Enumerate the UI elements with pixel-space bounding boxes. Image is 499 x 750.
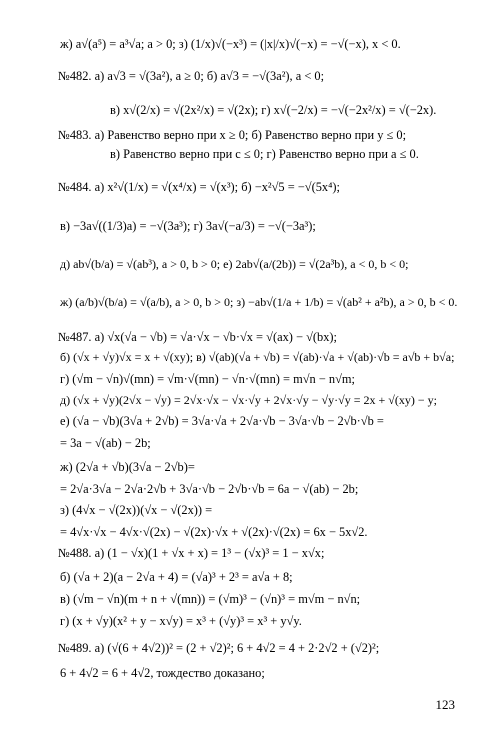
line-487bv: б) (√x + √y)√x = x + √(xy); в) √(ab)(√a + √b) = √(ab)·√a + √(ab)·√b = a√b + b√a;	[60, 350, 455, 364]
line-483ab: №483. а) Равенство верно при x ≥ 0; б) Равенство верно при y ≤ 0;	[58, 128, 407, 142]
line-487z: з) (4√x − √(2x))(√x − √(2x)) =	[60, 503, 213, 517]
line-482ab: №482. а) a√3 = √(3a²), a ≥ 0; б) a√3 = −√(3a²), a < 0;	[58, 69, 325, 83]
line-488a: №488. а) (1 − √x)(1 + √x + x) = 1³ − (√x)³ = 1 − x√x;	[58, 546, 325, 560]
line-487zh-cont: = 2√a·3√a − 2√a·2√b + 3√a·√b − 2√b·√b = 6a − √(ab) − 2b;	[60, 482, 359, 496]
line-487z-cont: = 4√x·√x − 4√x·√(2x) − √(2x)·√x + √(2x)·√(2x) = 6x − 5x√2.	[60, 525, 368, 539]
line-484ab: №484. а) x²√(1/x) = √(x⁴/x) = √(x³); б) −x²√5 = −√(5x⁴);	[58, 180, 340, 194]
line-489a-cont: 6 + 4√2 = 6 + 4√2, тождество доказано;	[60, 666, 265, 680]
line-484zhz: ж) (a/b)√(b/a) = √(a/b), a > 0, b > 0; з) −ab√(1/a + 1/b) = √(ab² + a²b), a > 0, b < 0.	[60, 295, 458, 309]
line-488v: в) (√m − √n)(m + n + √(mn)) = (√m)³ − (√n)³ = m√m − n√n;	[60, 592, 361, 606]
line-487a: №487. а) √x(√a − √b) = √a·√x − √b·√x = √(ax) − √(bx);	[58, 330, 337, 344]
page-number: 123	[435, 697, 455, 712]
line-488g: г) (x + √y)(x² + y − x√y) = x³ + (√y)³ = x³ + y√y.	[60, 614, 302, 628]
line-482z: ж) a√(a⁵) = a³√a; a > 0; з) (1/x)√(−x³) = (|x|/x)√(−x) = −√(−x), x < 0.	[60, 37, 401, 51]
line-487e: е) (√a − √b)(3√a + 2√b) = 3√a·√a + 2√a·√b − 3√a·√b − 2√b·√b =	[60, 414, 384, 428]
line-489a: №489. а) (√(6 + 4√2))² = (2 + √2)²; 6 + 4√2 = 4 + 2·2√2 + (√2)²;	[58, 641, 380, 655]
line-484vg: в) −3a√((1/3)a) = −√(3a³); г) 3a√(−a/3) = −√(−3a³);	[60, 219, 316, 233]
line-484de: д) ab√(b/a) = √(ab³), a > 0, b > 0; е) 2ab√(a/(2b)) = √(2a³b), a < 0, b < 0;	[60, 257, 409, 271]
line-483vg: в) Равенство верно при c ≤ 0; г) Равенство верно при a ≤ 0.	[110, 147, 419, 161]
line-487zh: ж) (2√a + √b)(3√a − 2√b)=	[60, 460, 195, 474]
line-487g: г) (√m − √n)√(mn) = √m·√(mn) − √n·√(mn) = m√n − n√m;	[60, 372, 355, 386]
line-482vg: в) x√(2/x) = √(2x²/x) = √(2x); г) x√(−2/x) = −√(−2x²/x) = √(−2x).	[110, 103, 437, 117]
line-487e-cont: = 3a − √(ab) − 2b;	[60, 436, 151, 450]
line-487d: д) (√x + √y)(2√x − √y) = 2√x·√x − √x·√y + 2√x·√y − √y·√y = 2x + √(xy) − y;	[60, 393, 437, 407]
line-488b: б) (√a + 2)(a − 2√a + 4) = (√a)³ + 2³ = a√a + 8;	[60, 570, 293, 584]
